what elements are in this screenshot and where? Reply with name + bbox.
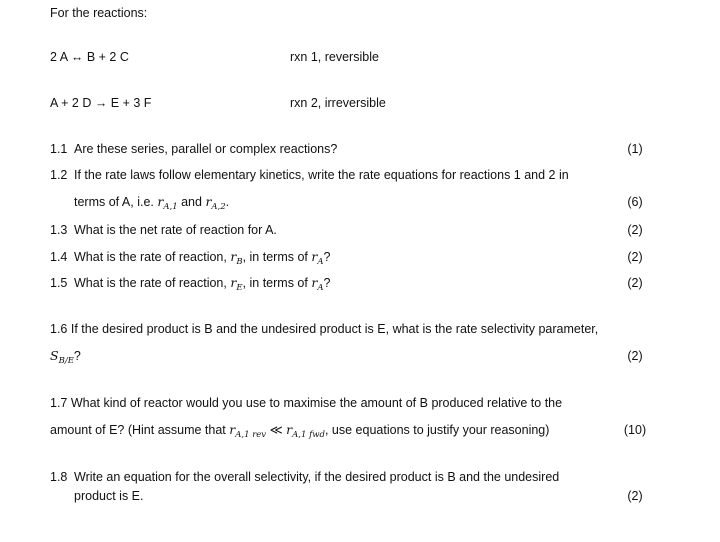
marks-1-6: (2) bbox=[627, 349, 643, 363]
question-text: Write an equation for the overall selectivity, if the desired product is B and the undesired bbox=[74, 470, 560, 484]
reaction-2-equation: A + 2 D → E + 3 F bbox=[50, 96, 152, 110]
question-1-2-line-1 bbox=[50, 169, 569, 182]
rate-variable-re: $r_E$ bbox=[230, 275, 243, 293]
question-1-1 bbox=[50, 143, 337, 156]
question-1-4: 1.4 What is the rate of reaction, $r_B$, in terms of $r_A$? bbox=[50, 249, 331, 267]
conjunction-text: and bbox=[181, 195, 202, 209]
reaction-1-equation: 2 A ↔ B + 2 C bbox=[50, 50, 129, 64]
marks-1-7: (10) bbox=[623, 423, 647, 437]
marks-1-2: (6) bbox=[627, 195, 643, 209]
question-1-6-line-1: 1.6 If the desired product is B and the undesired product is E, what is the rate selectivity parameter, bbox=[50, 322, 599, 336]
question-text: What is the rate of reaction, bbox=[74, 276, 227, 290]
question-text: amount of E? (Hint assume that bbox=[50, 423, 226, 437]
question-text: What is the rate of reaction, bbox=[74, 250, 227, 264]
marks-1-5: (2) bbox=[627, 276, 643, 290]
question-text: What is the net rate of reaction for A. bbox=[74, 223, 277, 237]
marks-1-1: (1) bbox=[627, 142, 643, 156]
question-text: If the rate laws follow elementary kinetics, write the rate equations for reactions 1 and 2 in bbox=[74, 168, 569, 182]
rate-variable-ra1-fwd: $r_{A,1 fwd}$ bbox=[286, 422, 325, 440]
question-number: 1.1 bbox=[50, 142, 68, 156]
selectivity-variable: $S_{B/E}$ bbox=[50, 348, 74, 366]
rate-variable-ra2: $r_{A,2}$ bbox=[205, 194, 226, 212]
question-1-8-line-1 bbox=[50, 471, 559, 484]
marks-1-8: (2) bbox=[627, 489, 643, 503]
question-number: 1.5 bbox=[50, 276, 68, 290]
question-1-5: 1.5 What is the rate of reaction, $r_E$, in terms of $r_A$? bbox=[50, 275, 331, 293]
question-number: 1.2 bbox=[50, 168, 68, 182]
intro-text: For the reactions: bbox=[50, 6, 148, 20]
question-text: terms of A, i.e. bbox=[74, 195, 154, 209]
question-1-7-line-1: 1.7 What kind of reactor would you use to maximise the amount of B produced relative to the bbox=[50, 396, 563, 410]
question-1-6-line-2: $S_{B/E}$? bbox=[50, 348, 81, 366]
question-1-2-line-2: terms of A, i.e. $r_{A,1}$ and $r_{A,2}$. bbox=[74, 194, 230, 212]
reaction-2-label: rxn 2, irreversible bbox=[290, 96, 386, 110]
rate-variable-ra: $r_A$ bbox=[311, 249, 324, 267]
question-text: Are these series, parallel or complex reactions? bbox=[74, 142, 338, 156]
reaction-1-label: rxn 1, reversible bbox=[290, 50, 379, 64]
question-1-7-line-2: amount of E? (Hint assume that $r_{A,1 rev}$ ≪ $r_{A,1 fwd}$, use equations to justify your reasoning) bbox=[50, 422, 550, 440]
question-number: 1.8 bbox=[50, 470, 68, 484]
rate-variable-rb: $r_B$ bbox=[230, 249, 243, 267]
rate-variable-ra1: $r_{A,1}$ bbox=[157, 194, 178, 212]
question-number: 1.4 bbox=[50, 250, 68, 264]
question-1-8-line-2: product is E. bbox=[74, 489, 144, 503]
marks-1-3: (2) bbox=[627, 223, 643, 237]
question-number: 1.3 bbox=[50, 223, 68, 237]
rate-variable-ra1-rev: $r_{A,1 rev}$ bbox=[229, 422, 267, 440]
marks-1-4: (2) bbox=[627, 250, 643, 264]
question-1-3 bbox=[50, 224, 277, 237]
much-less-than-symbol: ≪ bbox=[269, 423, 283, 437]
rate-variable-ra: $r_A$ bbox=[311, 275, 324, 293]
